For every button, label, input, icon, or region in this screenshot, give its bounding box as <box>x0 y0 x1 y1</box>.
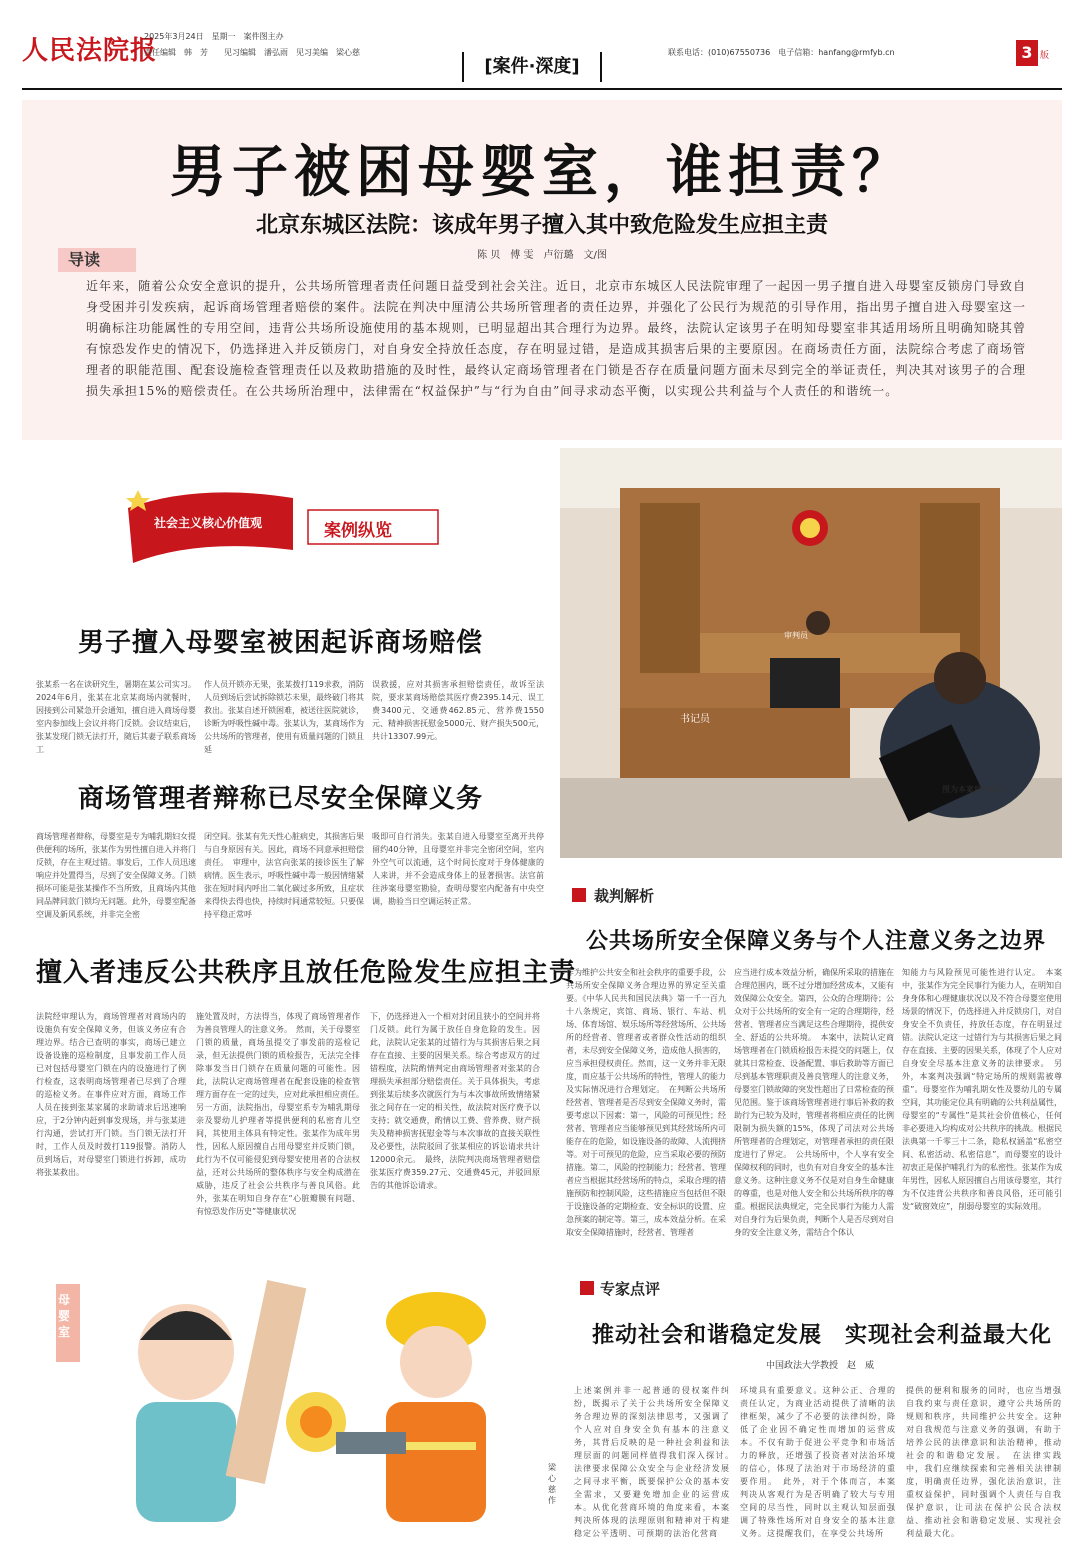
section2-col2: 闭空间。张某有先天性心脏病史，其损害后果与自身原因有关。因此，商场不同意承担赔偿责任。 审理中，法官向张某的接诊医生了解病情。医生表示，呼吸性碱中毒一般因情绪紧张在短时间内呼出二氧化碳过多所致，且症状来得快去得也快，持续时间通常较短。只要保持平稳正常呼 <box>204 832 364 919</box>
illustrator-credit: 梁心慈 作 <box>548 1463 564 1505</box>
section-tag: [案件·深度] <box>462 52 602 82</box>
rescue-cartoon-icon <box>36 1262 536 1544</box>
photo-caption: 图为本案庭审现场。 <box>942 785 1014 794</box>
section1-col1: 张某系一名在读研究生，暑期在某公司实习。2024年6月，张某在北京某商场内就餐时，因接到公司紧急开会通知，擅自进入商场母婴室内参加线上会议并将门反锁。会议结束后，张某发现门锁无法打开，随后其妻子联系商场工 <box>36 680 196 754</box>
section2-col1: 商场管理者辩称，母婴室是专为哺乳期妇女提供便利的场所，张某作为男性擅自进入并将门反锁，存在主观过错。事发后，工作人员迅速响应并处置得当，尽到了安全保障义务。门锁损坏可能是张某操作不当所致，且商场内其他同品牌同款门锁均无问题。此外，母婴室配备空调及新风系统，并非完全密 <box>36 832 196 919</box>
section3-col2: 施处置及时，方法得当，体现了商场管理者作为善良管理人的注意义务。 然而，关于母婴室门锁的质量，商场虽提交了事发前的巡检记录，但无法提供门锁的质检报告，无法完全排除事发当日门锁存在质量问题的可能性。因此，法院认定商场管理者在配套设施的检查管理方面存在一定的过失，应对此承担相应责任。 另一方面，法院指出，母婴室系专为哺乳期母亲及婴幼儿护理者等提供便利的私密育儿空间，其使用主体具有特定性。张某作为成年男性，因私人原因擅自占用母婴室并反锁门锁，此行为不仅可能侵犯到母婴安使用者的合法权益，还对公共场所的整体秩序与安全构成潜在威胁，违反了社会公共秩序与善良风俗。此外，张某在明知自身存在“心脏瓣膜有问题、有惊恐发作历史”等健康状况 <box>196 1012 368 1216</box>
section2-title: 商场管理者辩称已尽安全保障义务 <box>78 784 484 814</box>
section1-col3: 误救援，应对其损害承担赔偿责任，故诉至法院，要求某商场赔偿其医疗费2395.14元、误工费3400元、交通费462.85元、营养费1550元、精神损害抚慰金5000元、财产损失500元，共计13307.99元。 <box>372 680 544 741</box>
section3-title: 擅入者违反公共秩序且放任危险发生应担主责 <box>36 958 577 988</box>
expert-tag-marker <box>580 1281 594 1295</box>
expert-col1: 上述案例并非一起普通的侵权案件纠纷，既揭示了关于公共场所安全保障义务合理边界的深刻法律思考，又强调了个人应对自身安全负有基本的注意义务，其背后反映的是一种社会利益和法理层面的问题同样值得我们深入探讨。 法律要求保障公众安全与企业经济发展之间寻求平衡，既要保护公众的基本安全需求，又要避免增加企业的运营成本。从优化营商环境的角度来看，本案判决所体现的法理原则和精神对于构建稳定公平透明、可预期的法治化营商 <box>574 1386 739 1538</box>
issue-date: 2025年3月24日 星期一 案件图主办 <box>144 32 284 41</box>
expert-tag: 专家点评 <box>600 1280 661 1298</box>
section3-col3: 下，仍选择进入一个相对封闭且狭小的空间并将门反锁。此行为属于放任自身危险的发生。因此，法院认定张某的过错行为与其损害后果之间存在直接、主要的因果关系。综合考虑双方的过错程度，法院酌情判定由商场管理者对张某的合理损失承担部分赔偿责任。关于具体损失，考虑到张某后续多次就医行为与本次事故所致情绪紧张之间存在一定的相关性，故法院对医疗费予以支持；就交通费，酌情以工费、营养费、财产损失及精神损害抚慰金等与本次事故的直接关联性及必要性，法院驳回了张某相应的诉讼请求共计12000余元。 最终，法院判决商场管理者赔偿张某医疗费359.27元、交通费45元，并驳回原告的其他诉讼请求。 <box>370 1012 540 1190</box>
expert-title: 推动社会和谐稳定发展 实现社会利益最大化 <box>592 1323 1053 1348</box>
expert-col3: 提供的便利和服务的同时，也应当增强自我约束与责任意识，遵守公共场所的规则和秩序，共同维护公共安全。这种对自我规范与注意义务的强调，有助于培养公民的法律意识和法治精神，推动社会的和谐稳定发展。 在法律实践中，我们应继续探索和完善相关法律制度，明确责任边界，强化法治意识，注重权益保护，同时强调个人责任与自我保护意识，让司法在保护公民合法权益、推动社会和谐稳定发展、实现社会利益最大化。 <box>906 1386 1062 1538</box>
analysis-tag-marker <box>572 888 586 902</box>
page-suffix: 版 <box>1040 51 1050 61</box>
clerk-sign: 书记员 <box>680 714 710 725</box>
section3-col1: 法院经审理认为，商场管理者对商场内的设施负有安全保障义务，但该义务应有合理边界。结合已查明的事实，商场已建立设备设施的巡检制度，且事发前工作人员已对包括母婴室门锁在内的设施进行了例行检查，这表明商场管理者已尽到了合理的巡检义务。在事件应对方面，商场工作人员在接到张某家属的求助请求后迅速响应，于2分钟内赶到事发现场，并与张某进行沟通，尝试打开门锁。当门锁无法打开时，工作人员及时拨打119报警。消防人员到场后，对母婴室门锁进行拆卸，成功将张某救出。 <box>36 1012 186 1177</box>
cartoon-illustration <box>36 1262 564 1544</box>
banner-right-text: 案例纵览 <box>324 521 392 541</box>
courtroom-scene-icon <box>560 448 1062 858</box>
sub-headline: 北京东城区法院：该成年男子擅入其中致危险发生应担主责 <box>255 213 828 238</box>
page-number: 3 <box>1016 40 1038 66</box>
section2-col3: 吸即可自行消失。张某自进入母婴室至离开共停留约40分钟，且母婴室并非完全密闭空间，室内外空气可以流通，这个时间长度对于身体健康的人来讲，并不会造成身体上的显著损害。法官前往涉案母婴室勘验，查明母婴室内配备有中央空调，勘验当日空调运转正常。 <box>372 832 544 906</box>
section1-title: 男子擅入母婴室被困起诉商场赔偿 <box>78 628 484 658</box>
guide-text: 近年来，随着公众安全意识的提升，公共场所管理者责任问题日益受到社会关注。近日，北京市东城区人民法院审理了一起因一男子擅自进入母婴室反锁房门导致自身受困并引发疾病，起诉商场管理者赔偿的案件。法院在判决中厘清公共场所管理者的责任边界，并强化了公民行为规范的引导作用，指出男子擅自进入母婴室这一明确标注功能属性的专用空间，违背公共场所设施使用的基本规则，已明显超出其合理行为边界。最终，法院认定该男子在明知母婴室非其适用场所且明确知晓其曾有惊恐发作史的情况下，仍选择进入并反锁房门，对自身安全持放任态度，存在明显过错，是造成其损害后果的主要原因。在商场责任方面，法院综合考虑了商场管理者的职能范围、配套设施检查管理责任以及救助措施的及时性，最终认定商场管理者在门锁是否存在质量问题方面未尽到完全的举证责任，判决其对该男子的合理损失承担15%的赔偿责任。在公共场所治理中，法律需在“权益保护”与“行为自由”间寻求动态平衡，以实现公共利益与个人责任的和谐统一。 <box>86 279 1026 398</box>
section1-col2: 作人员开锁亦无果，张某拨打119求救，消防人员到场后尝试拆除锁芯未果，最终破门将其救出。张某自述开锁困难，被送往医院就诊，诊断为呼吸性碱中毒。张某认为，某商场作为公共场所的管理者，使用有质量问题的门锁且延 <box>204 680 364 754</box>
expert-col2: 环境具有重要意义。这种公正、合理的责任认定，为商业活动提供了清晰的法律框架，减少了不必要的法律纠纷，降低了企业因不确定性而增加的运营成本。不仅有助于促进公平竞争和市场活力的释放，还增强了投资者对法治环境的信心，体现了法治对于市场经济的重要作用。 此外，对于个体而言，本案判决从客观行为是否明确了较大与专用空间的尽当性，同时以主观认知层面强调了特殊性场所对自身安全的基本注意义务。这提醒我们，在享受公共场所 <box>740 1386 896 1538</box>
nursing-room-sign: 母婴室 <box>58 1293 71 1339</box>
analysis-col3: 知能力与风险预见可能性进行认定。 本案中，张某作为完全民事行为能力人，在明知自身身体和心理健康状况以及不符合母婴室使用场景的情况下，仍选择进入并反锁房门，对自身安全不负责任，持放任态度，存在明显过错。法院认定这一过错行为与其损害后果之间存在直接、主要的因果关系，体现了个人应对自身安全尽基本注意义务的法律要求。 另外，本案判决强调“特定场所的规则需被尊重”。母婴室作为哺乳期女性及婴幼儿的专属空间，其功能定位具有明确的公共利益属性，母婴室的“专属性”是其社会价值核心，任何非必要进入均构成对公共秩序的挑战。根据民法典第一千零三十二条，隐私权涵盖“私密空间、私密活动、私密信息”，而母婴室的设计初衷正是保护哺乳行为的私密性。张某作为成年男性，因私人原因擅自占用该母婴室，其行为不仅违背公共秩序和善良风俗，还可能引发“破窗效应”，削弱母婴室的实际效用。 <box>902 968 1062 1211</box>
analysis-title: 公共场所安全保障义务与个人注意义务之边界 <box>586 929 1047 954</box>
main-headline: 男子被困母婴室，谁担责？ <box>170 139 914 205</box>
masthead-rule <box>22 88 1062 90</box>
contact-info: 联系电话：(010)67550736 电子信箱：hanfang@rmfyb.cn <box>668 48 895 57</box>
guide-label: 导读 <box>58 248 136 272</box>
expert-author: 中国政法大学教授 赵 威 <box>766 1361 875 1371</box>
values-banner <box>118 478 448 578</box>
judge-sign: 审判员 <box>784 631 808 640</box>
analysis-col2: 应当进行成本效益分析，确保所采取的措施在合理范围内，既不过分增加经营成本，又能有效保障公众安全。第四，公众的合理期待；公众对于公共场所的安全有一定的合理期待，经营者、管理者应当满足这些合理期待，提供安全、舒适的公共环境。 本案中，法院认定商场管理者在门锁质检报告未提交的问题上，仅就其日常检查、设备配置、事后救助等方面已尽到基本管理职责及善良管理人的注意义务，母婴室门锁故障的突发性超出了日常检查的预见范围。鉴于该商场管理者进行事后补救的救助行为已较为及时，管理者将相应责任的比例限制为损失额的15%，体现了司法对公共场所管理者的合理划定，对管理者承担的责任限度进行了界定。 公共场所中，个人享有安全保障权利的同时，也负有对自身安全的基本注意义务。这种注意义务不仅是对自身生命健康的尊重，也是对他人安全和公共场所秩序的尊重。根据民法典规定，完全民事行为能力人需对自身行为后果负责，判断个人是否尽到对自身的安全注意义务，需结合个体认 <box>734 968 894 1237</box>
newspaper-logo: 人民法院报 <box>22 36 158 66</box>
banner-left-text: 社会主义核心价值观 <box>154 516 263 530</box>
analysis-tag: 裁判解析 <box>594 887 655 905</box>
editor-credits: 责任编辑 韩 芳 见习编辑 潘弘雨 见习美编 梁心慈 <box>144 48 360 57</box>
analysis-col1: 作为维护公共安全和社会秩序的重要手段，公共场所安全保障义务合理边界的界定至关重要。《中华人民共和国民法典》第一千一百九十八条规定，宾馆、商场、银行、车站、机场、体育场馆、娱乐场所等经营场所、公共场所的经营者、管理者或者群众性活动的组织者，未尽到安全保障义务，造成他人损害的，应当承担侵权责任。然而，这一义务并非无限度，而应基于公共场所的特性，管理人的能力及实际情况进行合理划定。 在判断公共场所经营者、管理者是否尽到安全保障义务时，需要考虑以下因素：第一，风险的可预见性；经营者、管理者应当能够预见到其经营场所内可能存在的危险，如设施设备的故障、人流拥挤等。对于可预见的危险，应当采取必要的预防措施。第二，风险的控制能力；经营者、管理者应当根据其经营场所的特点，采取合理的措施预防和控制风险，这些措施应当包括但不限于设施设备的定期检查、安全标识的设置、应急预案的制定等。第三，成本效益分析。在采取安全保障措施时，经营者、管理者 <box>566 968 726 1237</box>
courtroom-photo <box>560 448 1062 858</box>
byline: 陈 贝 傅 雯 卢衍璐 文/图 <box>477 250 607 261</box>
